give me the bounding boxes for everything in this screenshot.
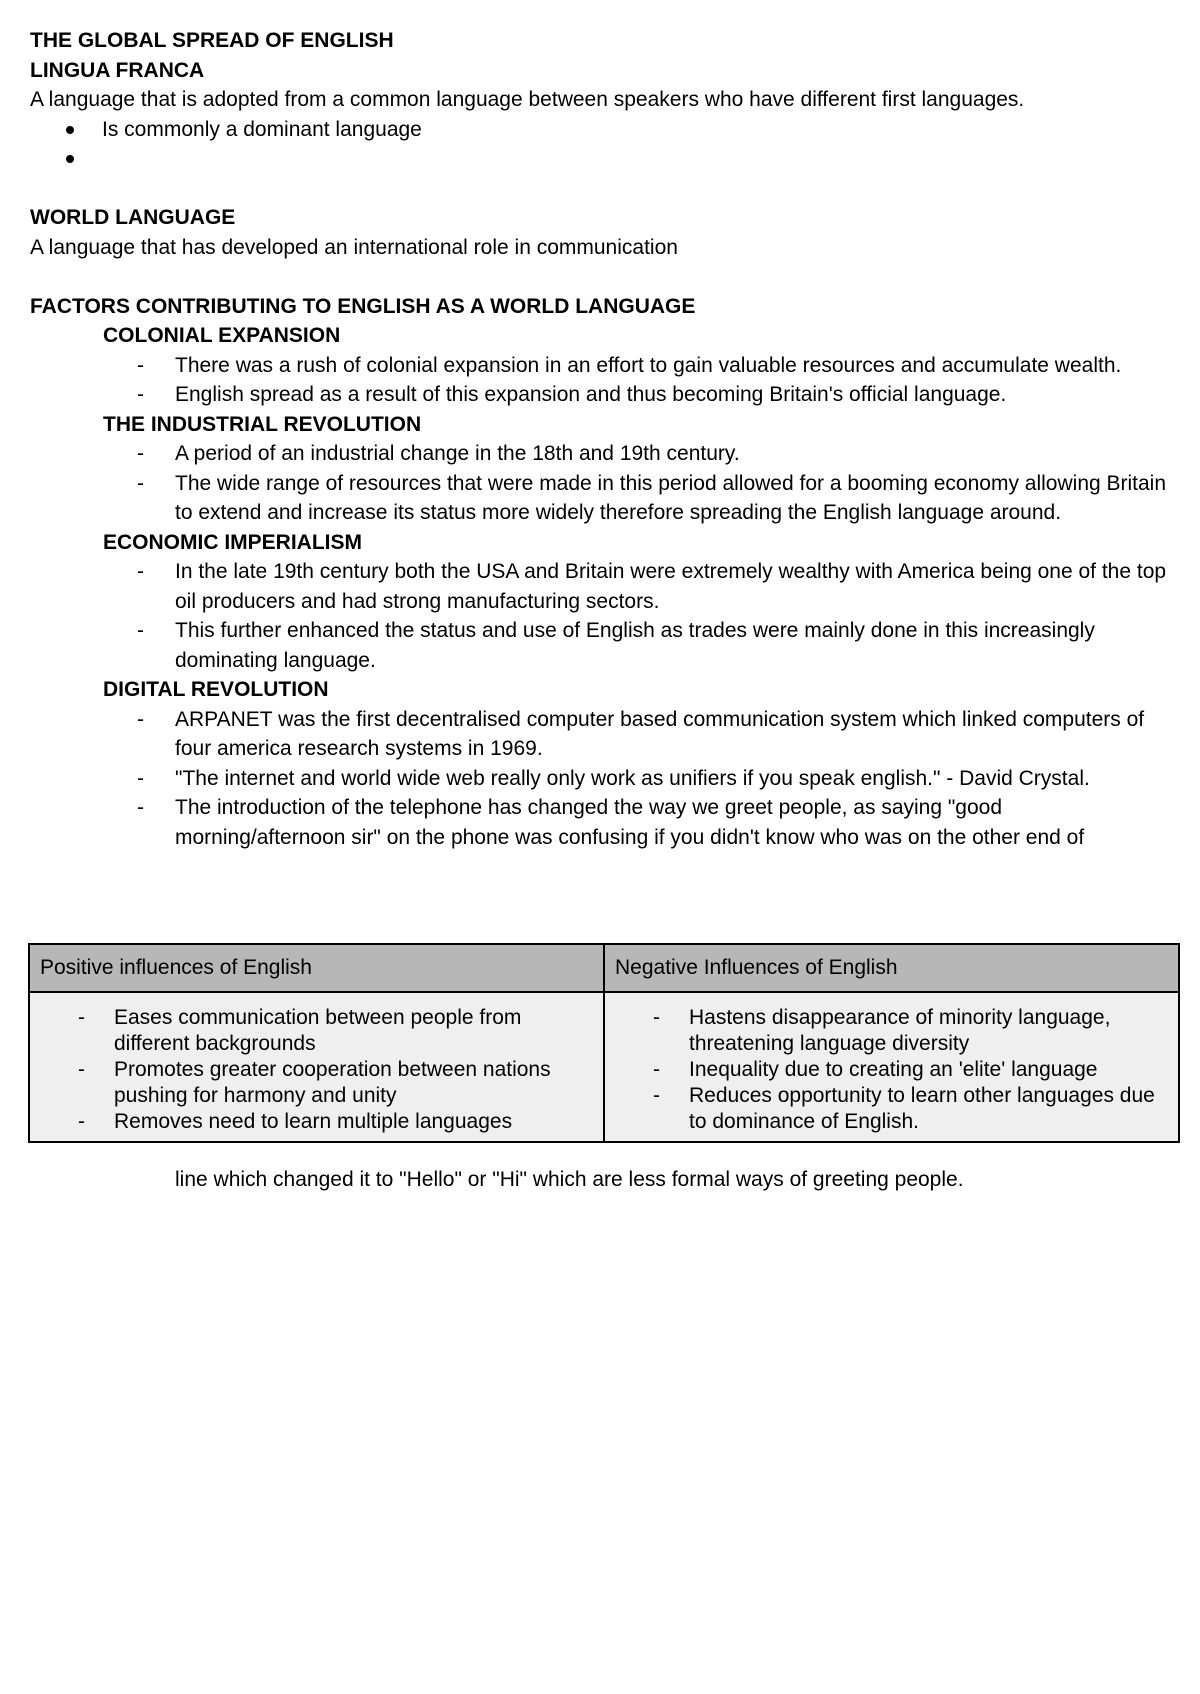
economic-imperialism-points (30, 557, 1170, 675)
table-header-row (29, 944, 1179, 992)
lingua-franca-bullets (30, 115, 1170, 174)
blank-line (30, 174, 1170, 204)
negative-influences-header: Negative Influences of English (604, 944, 1179, 992)
list-item: - Inequality due to creating an 'elite' language (689, 1057, 1168, 1083)
list-item: - Promotes greater cooperation between nations pushing for harmony and unity (114, 1057, 593, 1109)
colonial-expansion-heading: COLONIAL EXPANSION (103, 324, 341, 347)
factors-heading: FACTORS CONTRIBUTING TO ENGLISH AS A WORLD LANGUAGE (30, 294, 696, 318)
industrial-revolution-heading: THE INDUSTRIAL REVOLUTION (103, 412, 422, 436)
world-language-definition: A language that has developed an international role in communication (30, 235, 678, 259)
page-title: THE GLOBAL SPREAD OF ENGLISH (30, 29, 394, 52)
dash-item: - The wide range of resources that were made in this period allowed for a booming economy allowing Britain to extend and increase its status more widely therefore spreading the English language around. (175, 469, 1170, 528)
colonial-expansion-points (30, 351, 1170, 410)
dash-item: - "The internet and world wide web really only work as unifiers if you speak english." - David Crystal. (175, 764, 1170, 794)
positive-influences-cell (29, 992, 604, 1142)
blank-line (30, 262, 1170, 292)
continuation-text: line which changed it to "Hello" or "Hi" which are less formal ways of greeting people. (175, 1168, 964, 1191)
lingua-franca-definition: A language that is adopted from a common language between speakers who have different first languages. (30, 88, 1025, 111)
economic-imperialism-heading: ECONOMIC IMPERIALISM (103, 530, 363, 554)
dash-item: - In the late 19th century both the USA and Britain were extremely wealthy with America being one of the top oil producers and had strong manufacturing sectors. (175, 557, 1170, 616)
list-item: - Removes need to learn multiple languages (114, 1109, 593, 1135)
positive-influences-list (40, 1005, 593, 1135)
negative-influences-list (615, 1005, 1168, 1135)
bullet-item (102, 144, 1170, 174)
dash-item: - English spread as a result of this expansion and thus becoming Britain's official language. (175, 380, 1170, 410)
dash-item: - ARPANET was the first decentralised computer based communication system which linked computers of four america research systems in 1969. (175, 705, 1170, 764)
lingua-franca-heading: LINGUA FRANCA (30, 58, 205, 82)
dash-item: - This further enhanced the status and use of English as trades were mainly done in this increasingly dominating language. (175, 616, 1170, 675)
dash-item: - There was a rush of colonial expansion in an effort to gain valuable resources and accumulate wealth. (175, 351, 1170, 381)
negative-influences-cell (604, 992, 1179, 1142)
list-item: - Eases communication between people from different backgrounds (114, 1005, 593, 1057)
world-language-heading: WORLD LANGUAGE (30, 206, 236, 229)
bullet-item: Is commonly a dominant language (102, 115, 1170, 145)
table-row (29, 992, 1179, 1142)
digital-revolution-points (30, 705, 1170, 853)
industrial-revolution-points (30, 439, 1170, 528)
dash-item: - A period of an industrial change in the 18th and 19th century. (175, 439, 1170, 469)
list-item: - Hastens disappearance of minority language, threatening language diversity (689, 1005, 1168, 1057)
dash-item: - The introduction of the telephone has changed the way we greet people, as saying "good morning/afternoon sir" on the phone was confusing if you didn't know who was on the other end of (175, 793, 1170, 852)
positive-influences-header: Positive influences of English (29, 944, 604, 992)
digital-revolution-heading: DIGITAL REVOLUTION (103, 678, 329, 701)
list-item: - Reduces opportunity to learn other languages due to dominance of English. (689, 1083, 1168, 1135)
influences-table (28, 943, 1180, 1143)
document-body (30, 26, 1170, 852)
